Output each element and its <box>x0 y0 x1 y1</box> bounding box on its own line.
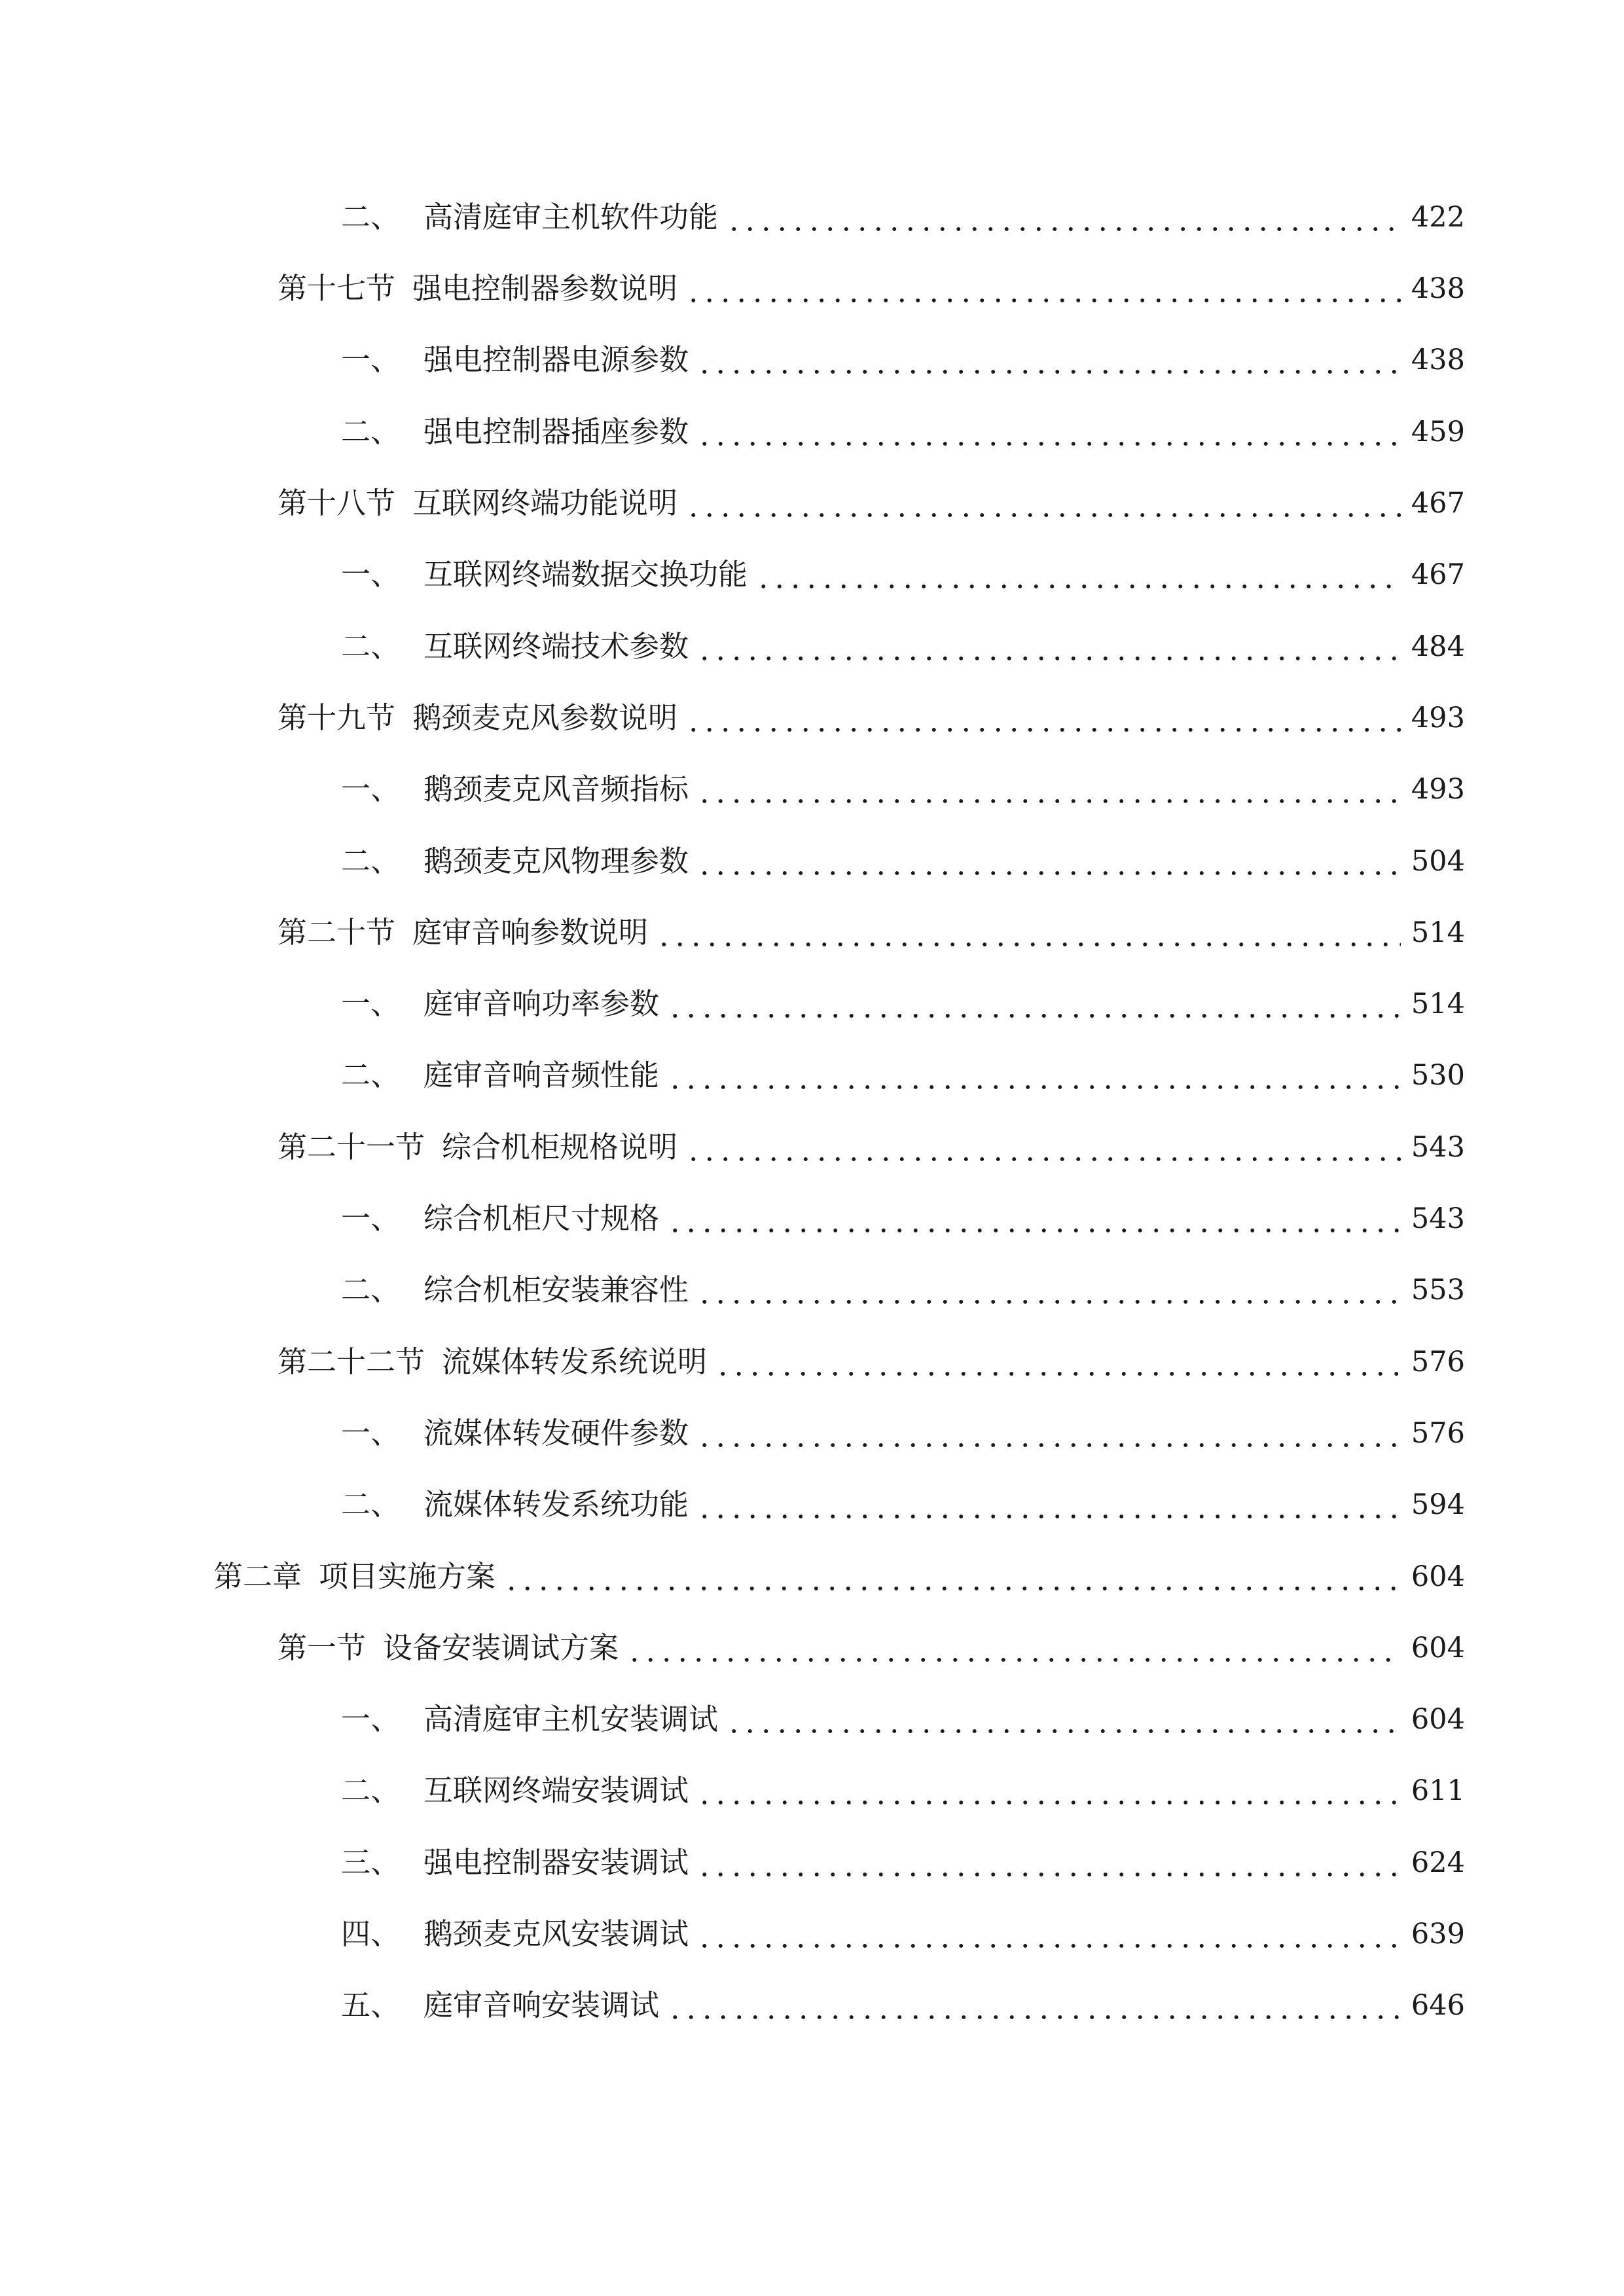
dot-leader <box>667 1049 1401 1102</box>
toc-entry-title: 鹅颈麦克风物理参数 <box>424 844 689 878</box>
toc-page-number: 438 <box>1411 272 1465 305</box>
toc-entry[interactable] <box>278 477 1465 529</box>
toc-entry-title: 流媒体转发系统说明 <box>442 1344 708 1379</box>
toc-page-number: 514 <box>1411 988 1465 1020</box>
toc-entry-title: 高清庭审主机安装调试 <box>424 1702 719 1736</box>
dot-leader <box>696 334 1401 386</box>
toc-entry[interactable] <box>341 1479 1465 1531</box>
toc-page-number: 422 <box>1411 201 1465 234</box>
dot-leader <box>696 1837 1401 1889</box>
toc-page-number: 504 <box>1411 845 1465 878</box>
toc-page-number: 459 <box>1411 416 1465 448</box>
toc-entry-number: 四、 <box>341 1916 401 1951</box>
toc-entry-number: 二、 <box>341 1773 401 1808</box>
toc-page-number: 604 <box>1411 1703 1465 1736</box>
toc-entry-title: 庭审音响参数说明 <box>412 915 649 950</box>
toc-entry-title: 综合机柜尺寸规格 <box>424 1201 660 1236</box>
toc-entry-number: 二、 <box>341 1272 401 1307</box>
toc-entry-title: 流媒体转发系统功能 <box>424 1487 689 1522</box>
dot-leader <box>667 978 1401 1030</box>
dot-leader <box>726 191 1401 243</box>
toc-entry[interactable] <box>341 1407 1465 1460</box>
toc-entry-title: 互联网终端安装调试 <box>424 1773 689 1808</box>
toc-entry-title: 强电控制器参数说明 <box>412 271 678 306</box>
dot-leader <box>696 1479 1401 1531</box>
dot-leader <box>667 1193 1401 1245</box>
toc-entry-title: 互联网终端技术参数 <box>424 629 689 664</box>
toc-entry[interactable] <box>213 1551 1465 1603</box>
toc-page-number: 493 <box>1411 773 1465 806</box>
toc-entry[interactable] <box>341 1979 1465 2032</box>
toc-entry[interactable] <box>341 548 1465 601</box>
toc-entry-number: 二、 <box>341 1487 401 1522</box>
dot-leader <box>685 262 1401 315</box>
toc-page-number: 604 <box>1411 1632 1465 1664</box>
toc-entry-title: 流媒体转发硬件参数 <box>424 1416 689 1450</box>
dot-leader <box>726 1693 1401 1746</box>
toc-entry-title: 鹅颈麦克风音频指标 <box>424 772 689 806</box>
toc-entry[interactable] <box>341 1049 1465 1102</box>
toc-entry-number: 一、 <box>341 1201 401 1236</box>
toc-entry[interactable] <box>341 1193 1465 1245</box>
toc-entry-number: 五、 <box>341 1988 401 2022</box>
toc-entry-number: 第一节 <box>278 1630 367 1665</box>
toc-entry-number: 第二十一节 <box>278 1130 425 1164</box>
toc-page-number: 543 <box>1411 1131 1465 1164</box>
dot-leader <box>696 763 1401 816</box>
toc-entry-number: 一、 <box>341 772 401 806</box>
dot-leader <box>696 835 1401 888</box>
toc-entry-number: 三、 <box>341 1845 401 1880</box>
dot-leader <box>685 1121 1401 1174</box>
toc-entry-number: 第十八节 <box>278 486 396 520</box>
toc-page-number: 639 <box>1411 1918 1465 1950</box>
dot-leader <box>503 1551 1401 1603</box>
toc-entry-title: 高清庭审主机软件功能 <box>424 200 719 234</box>
dot-leader <box>685 477 1401 529</box>
toc-entry[interactable] <box>341 978 1465 1030</box>
toc-entry[interactable] <box>278 1121 1465 1174</box>
toc-entry[interactable] <box>341 1264 1465 1316</box>
toc-entry-number: 一、 <box>341 1416 401 1450</box>
dot-leader <box>626 1622 1401 1674</box>
toc-entry[interactable] <box>341 763 1465 816</box>
toc-page-number: 514 <box>1411 916 1465 949</box>
toc-entry-title: 强电控制器安装调试 <box>424 1845 689 1880</box>
toc-entry-number: 二、 <box>341 629 401 664</box>
toc-page-number: 467 <box>1411 558 1465 591</box>
toc-entry-number: 一、 <box>341 557 401 592</box>
toc-page-number: 611 <box>1411 1774 1465 1807</box>
toc-entry-number: 第二章 <box>213 1559 302 1594</box>
toc-page-number: 576 <box>1411 1417 1465 1450</box>
toc-entry-number: 二、 <box>341 200 401 234</box>
toc-entry[interactable] <box>341 1765 1465 1817</box>
dot-leader <box>685 692 1401 744</box>
toc-entry-title: 互联网终端功能说明 <box>412 486 678 520</box>
toc-entry[interactable] <box>341 406 1465 458</box>
toc-entry[interactable] <box>341 1837 1465 1889</box>
toc-entry-title: 互联网终端数据交换功能 <box>424 557 748 592</box>
toc-entry-number: 二、 <box>341 414 401 449</box>
toc-entry-number: 一、 <box>341 1702 401 1736</box>
toc-entry-number: 二、 <box>341 1058 401 1092</box>
toc-entry[interactable] <box>341 620 1465 673</box>
toc-entry[interactable] <box>278 1622 1465 1674</box>
dot-leader <box>667 1979 1401 2032</box>
toc-entry-title: 鹅颈麦克风安装调试 <box>424 1916 689 1951</box>
toc-entry-title: 项目实施方案 <box>319 1559 496 1594</box>
toc-page-number: 467 <box>1411 487 1465 520</box>
toc-entry-title: 庭审音响音频性能 <box>424 1058 660 1092</box>
toc-entry-title: 综合机柜安装兼容性 <box>424 1272 689 1307</box>
toc-entry[interactable] <box>341 334 1465 386</box>
toc-entry[interactable] <box>278 1336 1465 1388</box>
dot-leader <box>696 406 1401 458</box>
toc-entry[interactable] <box>341 1693 1465 1746</box>
toc-entry-title: 庭审音响功率参数 <box>424 986 660 1021</box>
toc-page-number: 594 <box>1411 1488 1465 1521</box>
dot-leader <box>656 906 1401 959</box>
toc-entry[interactable] <box>341 1908 1465 1960</box>
toc-page-number: 604 <box>1411 1560 1465 1593</box>
toc-entry-title: 强电控制器插座参数 <box>424 414 689 449</box>
toc-entry-number: 一、 <box>341 986 401 1021</box>
dot-leader <box>696 1908 1401 1960</box>
dot-leader <box>755 548 1401 601</box>
toc-entry-number: 一、 <box>341 342 401 377</box>
toc-page-number: 646 <box>1411 1989 1465 2022</box>
toc-entry-title: 强电控制器电源参数 <box>424 342 689 377</box>
dot-leader <box>715 1336 1401 1388</box>
toc-entry-title: 设备安装调试方案 <box>383 1630 619 1665</box>
toc-entry[interactable] <box>341 835 1465 888</box>
toc-entry-number: 第十九节 <box>278 700 396 735</box>
toc-entry[interactable] <box>278 262 1465 315</box>
toc-page-number: 576 <box>1411 1346 1465 1378</box>
dot-leader <box>696 1407 1401 1460</box>
toc-entry-title: 鹅颈麦克风参数说明 <box>412 700 678 735</box>
toc-page-number: 543 <box>1411 1202 1465 1235</box>
toc-page-number: 438 <box>1411 344 1465 376</box>
toc-page-number: 553 <box>1411 1274 1465 1306</box>
toc-entry[interactable] <box>278 906 1465 959</box>
toc-page-number: 530 <box>1411 1059 1465 1092</box>
dot-leader <box>696 1765 1401 1817</box>
toc-page-number: 493 <box>1411 702 1465 734</box>
toc-entry[interactable] <box>341 191 1465 243</box>
toc-entry-number: 第二十节 <box>278 915 396 950</box>
toc-entry-number: 第十七节 <box>278 271 396 306</box>
toc-page-number: 484 <box>1411 630 1465 663</box>
toc-entry-number: 二、 <box>341 844 401 878</box>
dot-leader <box>696 620 1401 673</box>
toc-entry-title: 庭审音响安装调试 <box>424 1988 660 2022</box>
toc-entry[interactable] <box>278 692 1465 744</box>
dot-leader <box>696 1264 1401 1316</box>
toc-entry-title: 综合机柜规格说明 <box>442 1130 678 1164</box>
toc-page-number: 624 <box>1411 1846 1465 1879</box>
toc-entry-number: 第二十二节 <box>278 1344 425 1379</box>
